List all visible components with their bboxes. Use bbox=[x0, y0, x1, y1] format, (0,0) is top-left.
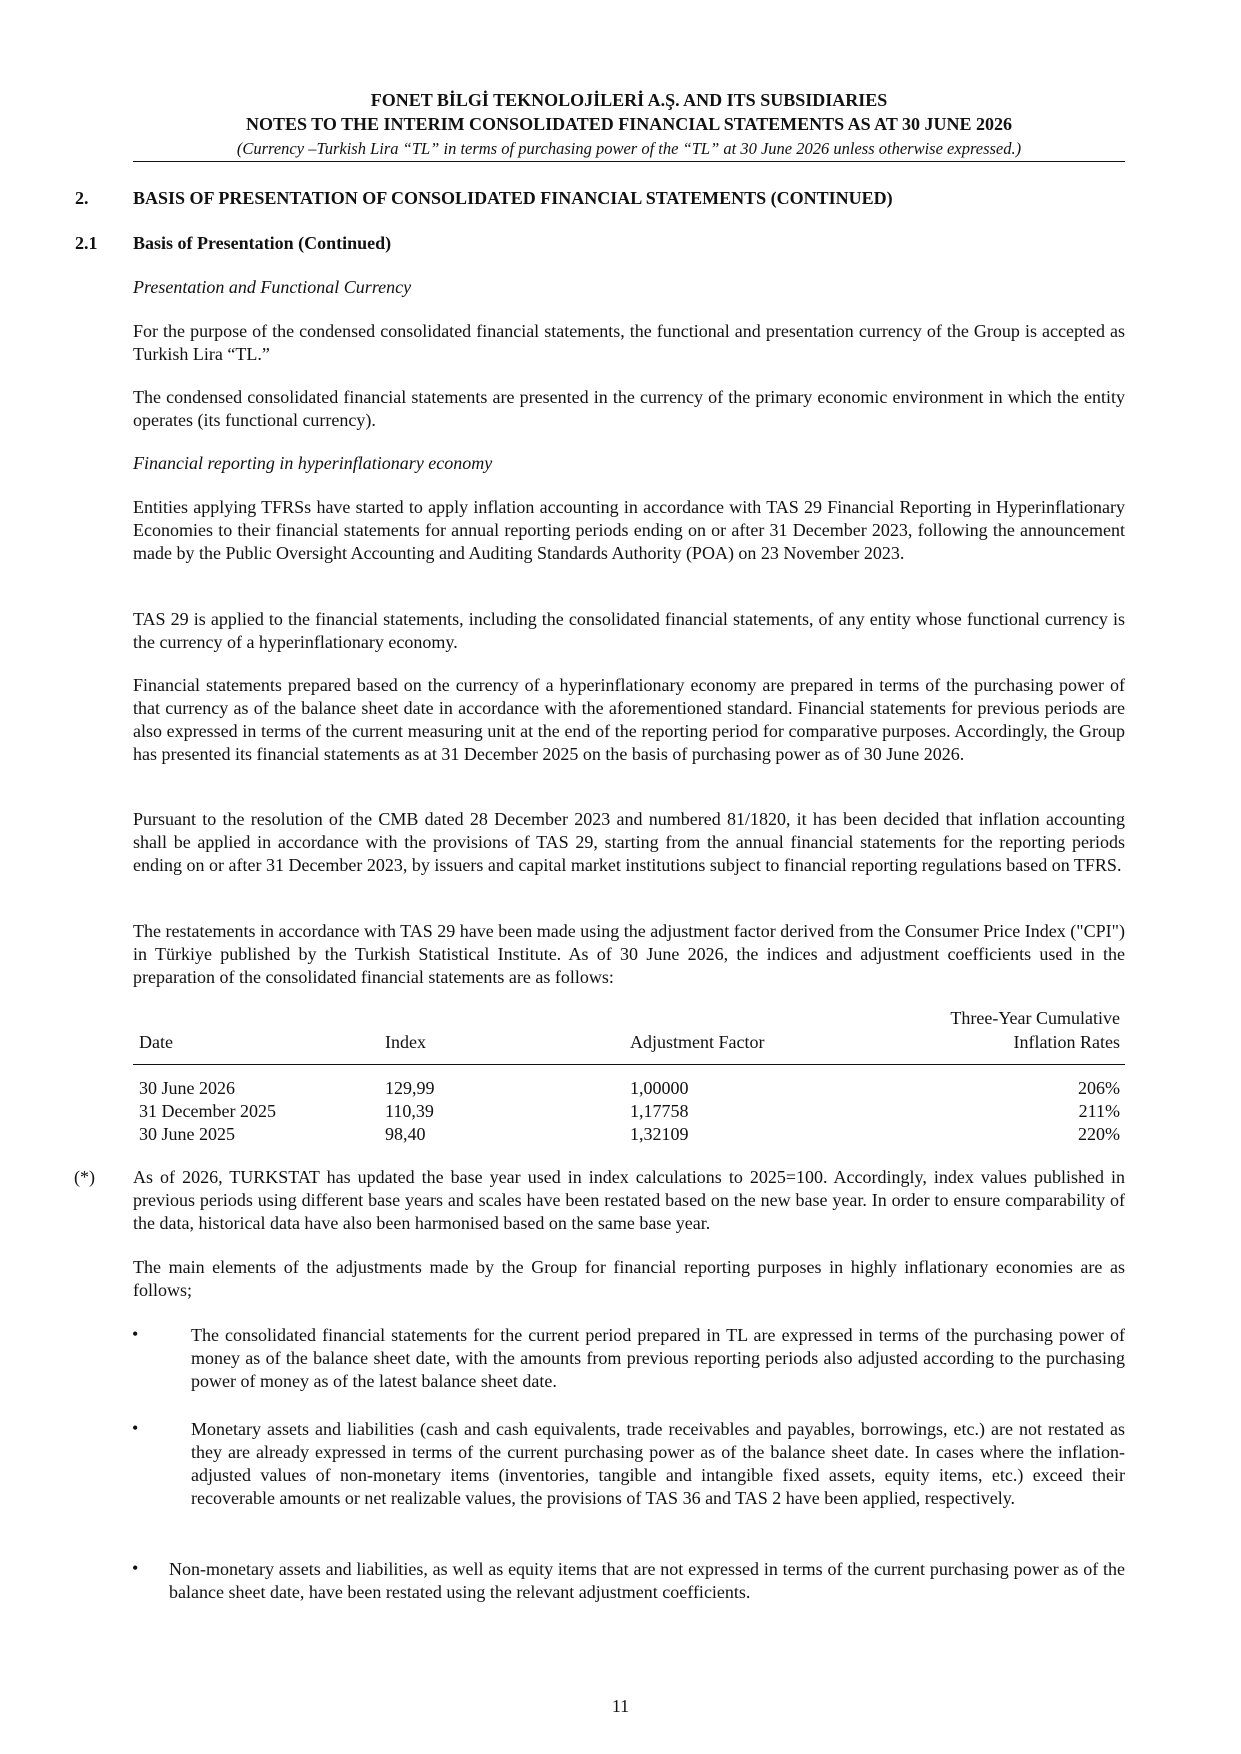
column-header-rate-line1: Three-Year Cumulative bbox=[950, 1008, 1120, 1028]
cell-date: 31 December 2025 bbox=[139, 1101, 276, 1121]
paragraph-cmb-resolution: Pursuant to the resolution of the CMB dated 28 December 2023 and numbered 81/1820, it has been decided that inflation accounting shall be applied in accordance with the provisions of TAS 29, starting from the annual financial statements for the reporting periods ending on or after 31 December 2023, by issuers and capital market institutions subject to financial reporting regulations based on TFRS. bbox=[133, 809, 1125, 875]
bullet-item: Monetary assets and liabilities (cash and cash equivalents, trade receivables and payables, borrowings, etc.) are not restated as they are already expressed in terms of the current purchasing power as of the balance sheet date. In cases where the inflation-adjusted values of non-monetary items (inventories, tangible and intangible fixed assets, equity items, etc.) exceed their recoverable amounts or net realizable values, the provisions of TAS 36 and TAS 2 have been applied, respectively. bbox=[191, 1419, 1125, 1508]
bullet-marker: • bbox=[132, 1324, 139, 1344]
subsection-title: Basis of Presentation (Continued) bbox=[133, 233, 392, 253]
cell-index: 129,99 bbox=[385, 1078, 435, 1098]
cell-rate: 206% bbox=[1078, 1078, 1120, 1098]
section-title: BASIS OF PRESENTATION OF CONSOLIDATED FINANCIAL STATEMENTS (CONTINUED) bbox=[133, 188, 893, 208]
column-header-date: Date bbox=[139, 1032, 173, 1052]
page-number: 11 bbox=[611, 1696, 630, 1716]
currency-subtitle: (Currency –Turkish Lira “TL” in terms of purchasing power of the “TL” at 30 June 2026 unless otherwise expressed.) bbox=[236, 139, 1022, 158]
cell-rate: 211% bbox=[1078, 1101, 1120, 1121]
cell-index: 98,40 bbox=[385, 1124, 426, 1144]
cell-index: 110,39 bbox=[385, 1101, 434, 1121]
footnote-base-year: As of 2026, TURKSTAT has updated the base year used in index calculations to 2025=100. Accordingly, index values published in previous periods using different base years and scales have been restated based on the new base year. In order to ensure comparability of the data, historical data have also been harmonised based on the same base year. bbox=[133, 1167, 1125, 1233]
cell-date: 30 June 2026 bbox=[139, 1078, 235, 1098]
cell-rate: 220% bbox=[1078, 1124, 1120, 1144]
paragraph-adjustment-elements: The main elements of the adjustments made by the Group for financial reporting purposes in highly inflationary economies are as follows; bbox=[133, 1257, 1125, 1300]
bullet-item: The consolidated financial statements for the current period prepared in TL are expressed in terms of the purchasing power of money as of the balance sheet date, with the amounts from previous reporting periods also adjusted according to the purchasing power of money as of the latest balance sheet date. bbox=[191, 1325, 1125, 1391]
bullet-marker: • bbox=[132, 1418, 139, 1438]
cell-factor: 1,32109 bbox=[630, 1124, 689, 1144]
subsection-number: 2.1 bbox=[75, 233, 98, 253]
column-header-adjustment-factor: Adjustment Factor bbox=[630, 1032, 765, 1052]
bullet-marker: • bbox=[132, 1558, 139, 1578]
footnote-marker: (*) bbox=[74, 1167, 95, 1187]
notes-title: NOTES TO THE INTERIM CONSOLIDATED FINANCIAL STATEMENTS AS AT 30 JUNE 2026 bbox=[245, 114, 1013, 134]
paragraph-functional-currency: For the purpose of the condensed consolidated financial statements, the functional and presentation currency of the Group is accepted as Turkish Lira “TL.” bbox=[133, 321, 1125, 364]
column-header-index: Index bbox=[385, 1032, 426, 1052]
bullet-item: Non-monetary assets and liabilities, as well as equity items that are not expressed in terms of the current purchasing power as of the balance sheet date, have been restated using the relevant adjustment coefficients. bbox=[169, 1559, 1125, 1602]
paragraph-tas29-scope: TAS 29 is applied to the financial statements, including the consolidated financial statements, of any entity whose functional currency is the currency of a hyperinflationary economy. bbox=[133, 609, 1125, 652]
cell-factor: 1,00000 bbox=[630, 1078, 689, 1098]
column-header-rate-line2: Inflation Rates bbox=[1013, 1032, 1120, 1052]
heading-functional-currency: Presentation and Functional Currency bbox=[133, 277, 412, 297]
table-header-rule bbox=[133, 1064, 1125, 1065]
cell-date: 30 June 2025 bbox=[139, 1124, 235, 1144]
paragraph-tfrs-adoption: Entities applying TFRSs have started to apply inflation accounting in accordance with TAS 29 Financial Reporting in Hyperinflationary Economies to their financial statements for annual reporting periods ending on or after 31 December 2023, following the announcement made by the Public Oversight Accounting and Auditing Standards Authority (POA) on 23 November 2023. bbox=[133, 497, 1125, 563]
company-header: FONET BİLGİ TEKNOLOJİLERİ A.Ş. AND ITS SUBSIDIARIES bbox=[370, 90, 888, 110]
header-rule bbox=[133, 161, 1125, 162]
paragraph-primary-environment: The condensed consolidated financial statements are presented in the currency of the primary economic environment in which the entity operates (its functional currency). bbox=[133, 387, 1125, 430]
section-number: 2. bbox=[75, 188, 89, 208]
paragraph-cpi-restatement: The restatements in accordance with TAS 29 have been made using the adjustment factor derived from the Consumer Price Index ("CPI") in Türkiye published by the Turkish Statistical Institute. As of 30 June 2026, the indices and adjustment coefficients used in the preparation of the consolidated financial statements are as follows: bbox=[133, 921, 1125, 987]
paragraph-purchasing-power: Financial statements prepared based on the currency of a hyperinflationary economy are prepared in terms of the purchasing power of that currency as of the balance sheet date in accordance with the aforementioned standard. Financial statements for previous periods are also expressed in terms of the current measuring unit at the end of the reporting period for comparative purposes. Accordingly, the Group has presented its financial statements as at 31 December 2025 on the basis of purchasing power as of 30 June 2026. bbox=[133, 675, 1125, 764]
cell-factor: 1,17758 bbox=[630, 1101, 689, 1121]
heading-hyperinflation: Financial reporting in hyperinflationary economy bbox=[133, 453, 493, 473]
